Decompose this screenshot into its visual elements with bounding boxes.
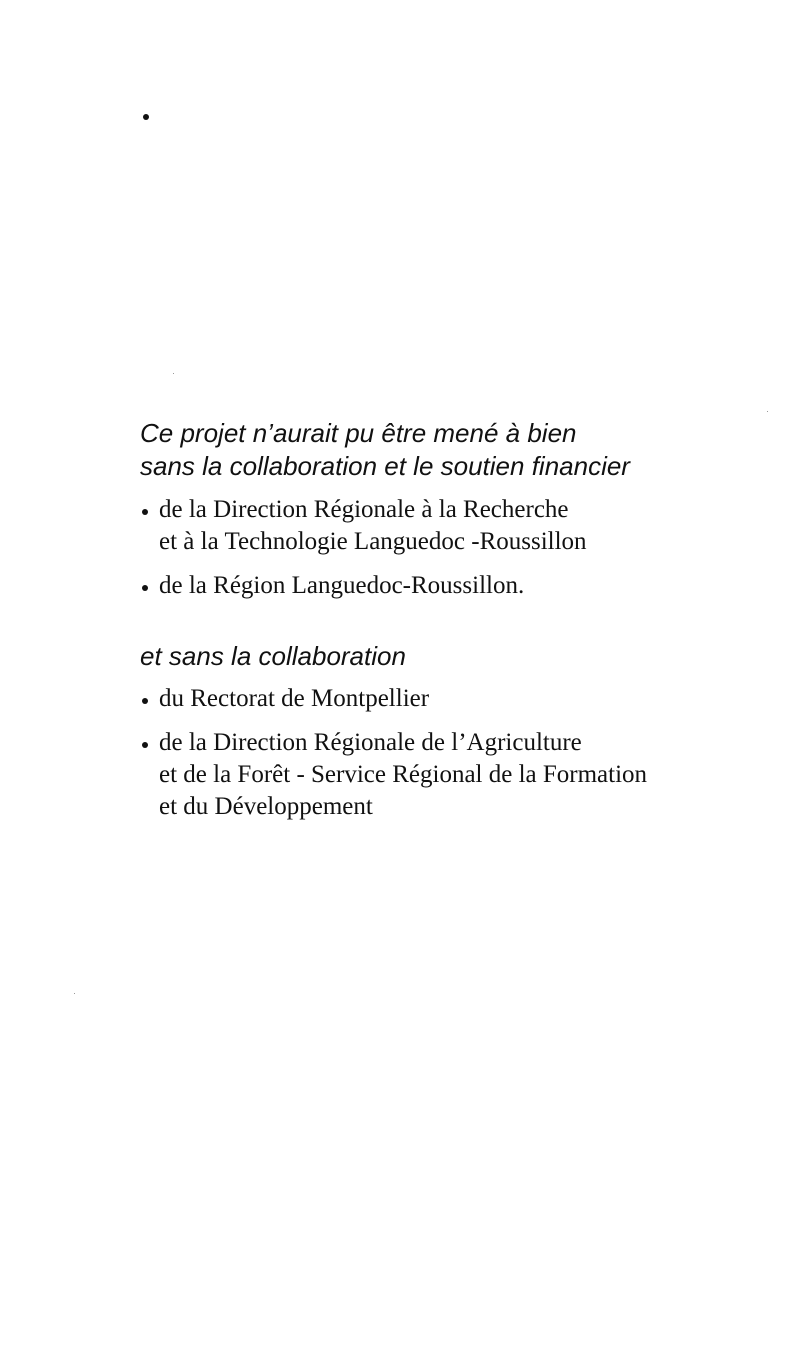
- list-item-line: du Rectorat de Montpellier: [159, 685, 430, 712]
- list-item-line: de la Direction Régionale à la Recherche: [159, 496, 569, 523]
- stray-dot-mark: [143, 114, 149, 120]
- funding-intro: [140, 417, 760, 483]
- bullet-icon: [142, 509, 148, 515]
- collaboration-intro: [140, 640, 760, 673]
- funding-intro-line: Ce projet n’aurait pu être mené à bien: [140, 418, 577, 448]
- bullet-icon: [142, 698, 148, 704]
- list-item-line: et de la Forêt - Service Régional de la Formation: [159, 761, 648, 788]
- list-item: [140, 494, 760, 558]
- funding-intro-line: sans la collaboration et le soutien financier: [140, 451, 630, 481]
- list-item: [140, 570, 760, 602]
- scan-speck: [173, 373, 174, 374]
- funding-section: [140, 417, 760, 602]
- list-item: [140, 683, 760, 715]
- list-item-line: de la Direction Régionale de l’Agriculture: [159, 729, 582, 756]
- list-item: [140, 727, 760, 823]
- list-item-line: de la Région Languedoc-Roussillon.: [159, 572, 525, 599]
- collaboration-intro-line: et sans la collaboration: [140, 641, 406, 671]
- scan-speck: [767, 411, 768, 412]
- bullet-icon: [142, 585, 148, 591]
- funding-partner-list: [140, 494, 760, 602]
- acknowledgements-block: [140, 417, 760, 823]
- list-item-line: et à la Technologie Languedoc -Roussillon: [159, 528, 587, 555]
- bullet-icon: [142, 742, 148, 748]
- collaboration-section: [140, 640, 760, 823]
- collaboration-partner-list: [140, 683, 760, 823]
- list-item-line: et du Développement: [159, 793, 373, 820]
- scan-speck: [74, 993, 75, 994]
